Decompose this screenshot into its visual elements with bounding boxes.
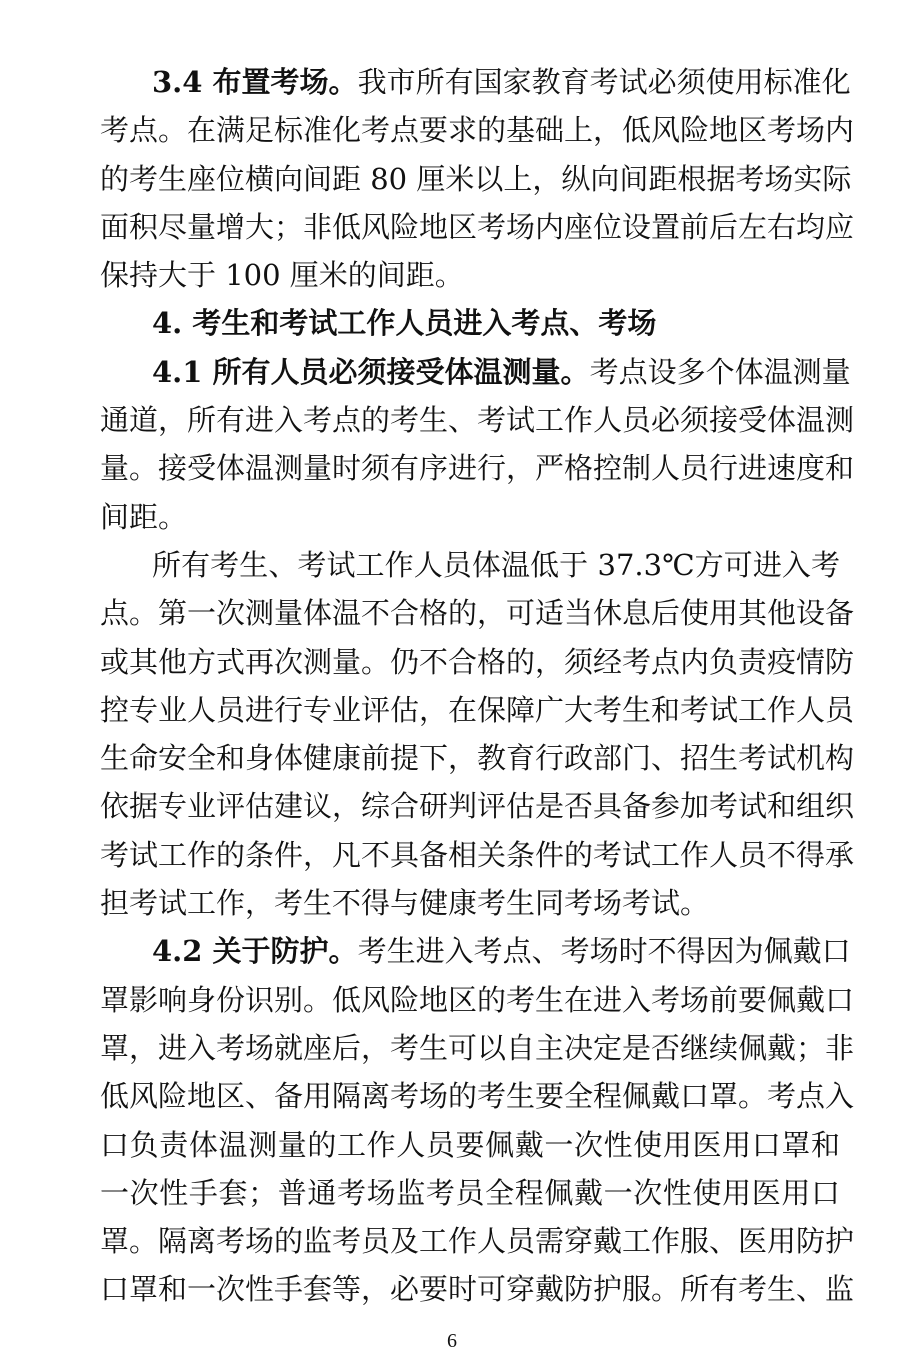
text-line <box>100 348 851 396</box>
body-text-run: 控专业人员进行专业评估，在保障广大考生和考试工作人员 <box>100 692 855 727</box>
body-text-run: 或其他方式再次测量。仍不合格的，须经考点内负责疫情防 <box>100 644 855 679</box>
body-text-run: 担考试工作，考生不得与健康考生同考场考试。 <box>100 886 710 921</box>
text-line <box>100 155 852 203</box>
body-text-run: 罩影响身份识别。低风险地区的考生在进入考场前要佩戴口 <box>100 982 855 1017</box>
text-line <box>100 782 855 830</box>
body-text-run: 的考生座位横向间距 80 厘米以上，纵向间距根据考场实际 <box>100 161 852 196</box>
text-line <box>100 444 855 492</box>
document-body <box>100 58 855 1314</box>
body-text-run: 生命安全和身体健康前提下，教育行政部门、招生考试机构 <box>100 741 855 776</box>
body-text-run: 考试工作的条件，凡不具备相关条件的考试工作人员不得承 <box>100 837 855 872</box>
text-line <box>100 589 855 637</box>
bold-heading-run: 3.4 布置考场。 <box>152 65 358 99</box>
body-text-run: 保持大于 100 厘米的间距。 <box>100 258 464 293</box>
body-text-run: 考点。在满足标准化考点要求的基础上，低风险地区考场内 <box>100 113 855 148</box>
text-line <box>100 58 851 106</box>
text-line <box>100 106 855 154</box>
text-line <box>100 879 840 927</box>
bold-heading-run: 4.2 关于防护。 <box>152 934 358 969</box>
body-text-run: 一次性手套；普通考场监考员全程佩戴一次性使用医用口 <box>100 1175 840 1210</box>
text-line <box>100 686 855 734</box>
text-line <box>100 251 840 299</box>
text-line <box>100 1169 840 1217</box>
body-text-run: 所有考生、考试工作人员体温低于 37.3℃方可进入考 <box>152 547 840 582</box>
bold-heading-run: 4. 考生和考试工作人员进入考点、考场 <box>152 306 657 341</box>
text-line <box>100 299 840 347</box>
body-text-run: 口负责体温测量的工作人员要佩戴一次性使用医用口罩和 <box>100 1127 840 1162</box>
body-text-run: 考点设多个体温测量 <box>589 354 851 389</box>
body-text-run: 罩。隔离考场的监考员及工作人员需穿戴工作服、医用防护 <box>100 1224 855 1259</box>
text-line <box>100 1024 855 1072</box>
text-line <box>100 1265 855 1313</box>
text-line <box>100 1121 840 1169</box>
text-line <box>100 927 851 975</box>
text-line <box>100 831 855 879</box>
text-line <box>100 1217 855 1265</box>
bold-heading-run: 4.1 所有人员必须接受体温测量。 <box>152 354 590 389</box>
body-text-run: 考生进入考点、考场时不得因为佩戴口 <box>357 934 851 969</box>
text-line <box>100 541 840 589</box>
body-text-run: 口罩和一次性手套等，必要时可穿戴防护服。所有考生、监 <box>100 1272 855 1307</box>
text-line <box>100 638 855 686</box>
text-line <box>100 1072 855 1120</box>
body-text-run: 面积尽量增大；非低风险地区考场内座位设置前后左右均应 <box>100 209 855 244</box>
body-text-run: 通道，所有进入考点的考生、考试工作人员必须接受体温测 <box>100 403 855 438</box>
body-text-run: 依据专业评估建议，综合研判评估是否具备参加考试和组织 <box>100 789 855 824</box>
body-text-run: 点。第一次测量体温不合格的，可适当休息后使用其他设备 <box>100 596 855 631</box>
body-text-run: 低风险地区、备用隔离考场的考生要全程佩戴口罩。考点入 <box>100 1079 855 1114</box>
text-line <box>100 203 855 251</box>
body-text-run: 罩，进入考场就座后，考生可以自主决定是否继续佩戴；非 <box>100 1030 855 1065</box>
text-line <box>100 976 855 1024</box>
text-line <box>100 396 855 444</box>
body-text-run: 量。接受体温测量时须有序进行，严格控制人员行进速度和 <box>100 451 855 486</box>
page-number: 6 <box>447 1330 457 1352</box>
text-line <box>100 493 840 541</box>
body-text-run: 我市所有国家教育考试必须使用标准化 <box>357 65 851 99</box>
text-line <box>100 734 855 782</box>
body-text-run: 间距。 <box>100 499 188 534</box>
